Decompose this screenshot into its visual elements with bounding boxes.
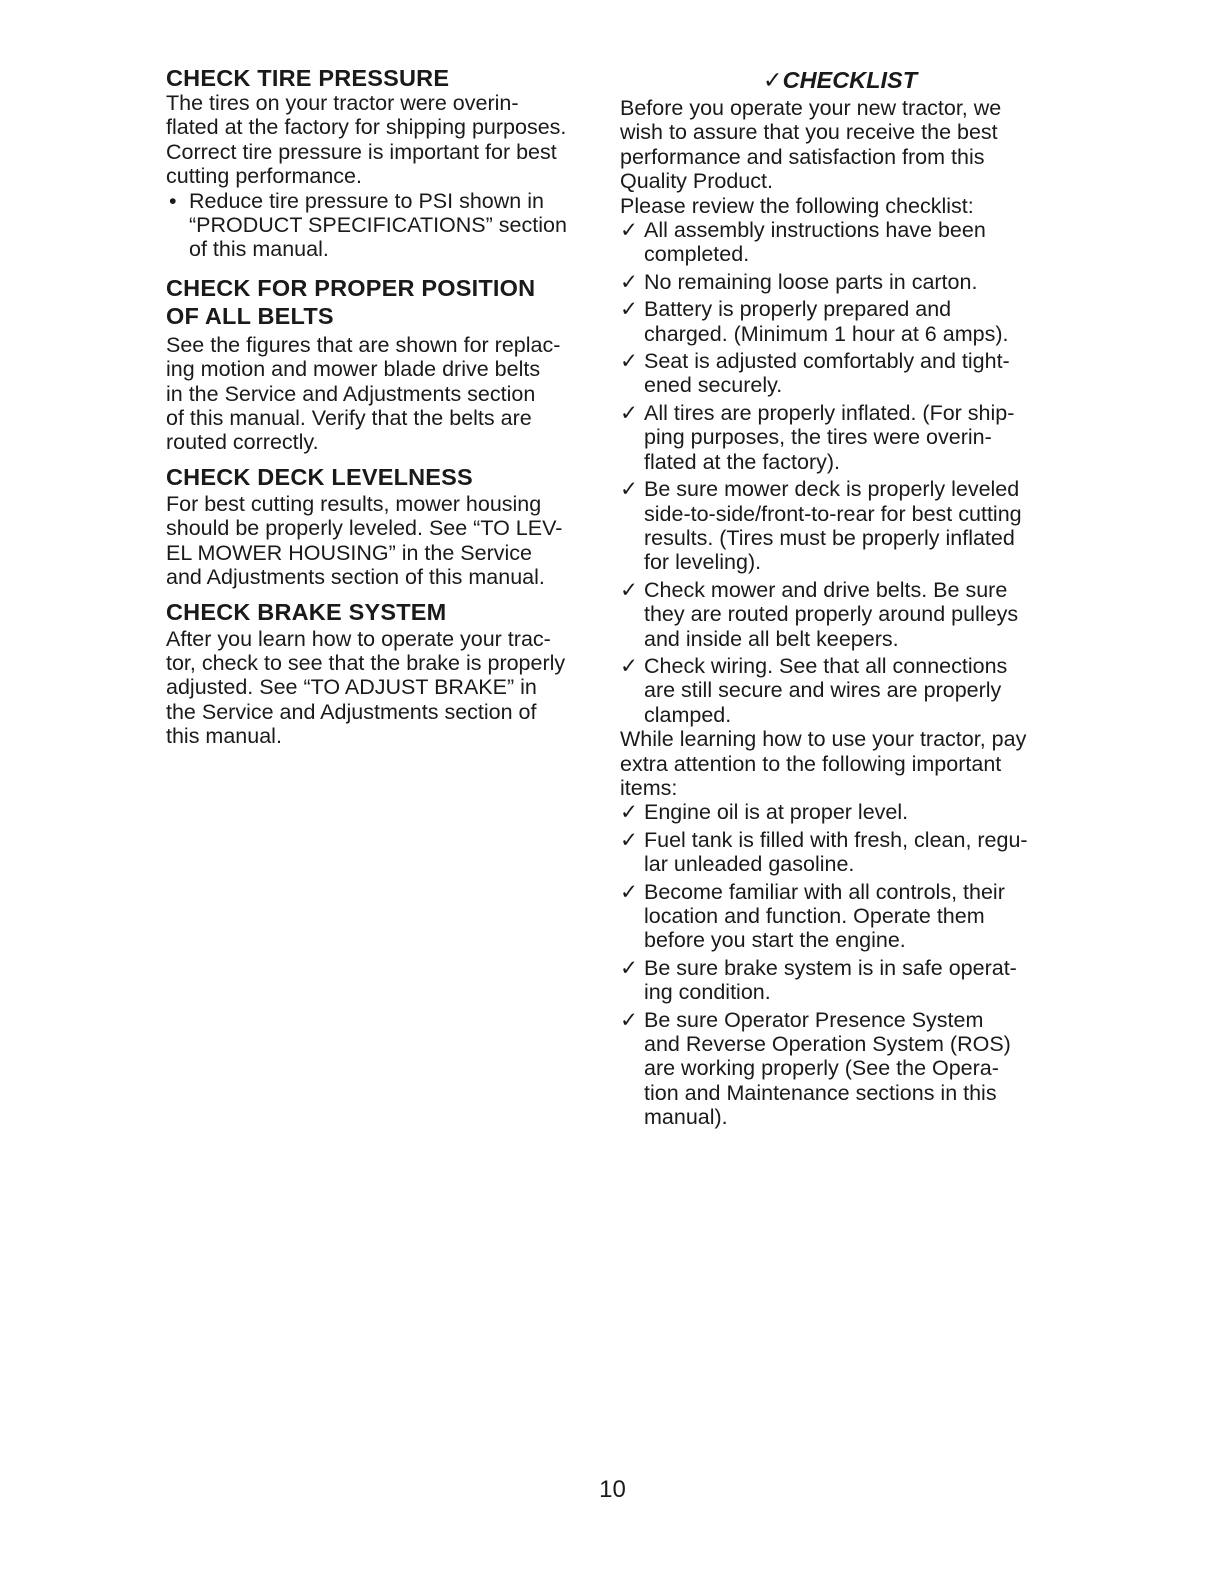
checklist-group-1 bbox=[620, 218, 1060, 727]
checklist-item bbox=[620, 956, 1060, 1005]
check-mark-icon: ✓ bbox=[620, 297, 639, 322]
check-mark-icon: ✓ bbox=[620, 827, 639, 852]
heading-line: OF ALL BELTS bbox=[166, 302, 334, 329]
text-line: clamped. bbox=[644, 702, 732, 727]
deck-paragraph bbox=[166, 492, 596, 590]
text-line: ened securely. bbox=[644, 373, 783, 398]
right-column bbox=[620, 64, 1060, 1130]
text-line: Quality Product. bbox=[620, 169, 773, 194]
text-line: this manual. bbox=[166, 724, 282, 749]
text-line: Seat is adjusted comfortably and tight- bbox=[644, 349, 1010, 374]
checklist-item bbox=[620, 477, 1060, 575]
text-line: Before you operate your new tractor, we bbox=[620, 96, 1002, 120]
check-mark-icon: ✓ bbox=[620, 400, 639, 425]
heading-line: CHECK FOR PROPER POSITION bbox=[166, 274, 536, 301]
text-line: extra attention to the following important bbox=[620, 751, 1002, 776]
text-line: For best cutting results, mower housing bbox=[166, 491, 542, 516]
text-line: flated at the factory). bbox=[644, 449, 840, 474]
page-number: 10 bbox=[599, 1476, 626, 1503]
section-heading-brake-system: CHECK BRAKE SYSTEM bbox=[166, 598, 447, 625]
text-line: Check wiring. See that all connections bbox=[644, 653, 1008, 678]
checklist-item bbox=[620, 270, 1060, 294]
text-line: flated at the factory for shipping purposes. bbox=[166, 115, 567, 140]
section-heading-tire-pressure: CHECK TIRE PRESSURE bbox=[166, 65, 450, 91]
text-line: Be sure mower deck is properly leveled bbox=[644, 477, 1020, 502]
text-line: before you start the engine. bbox=[644, 928, 906, 953]
text-line: Battery is properly prepared and bbox=[644, 297, 952, 322]
text-line: adjusted. See “TO ADJUST BRAKE” in bbox=[166, 675, 537, 700]
text-line: The tires on your tractor were overin- bbox=[166, 91, 519, 115]
text-line: location and function. Operate them bbox=[644, 904, 985, 928]
text-line: the Service and Adjustments section of bbox=[166, 699, 537, 724]
check-mark-icon: ✓ bbox=[620, 477, 639, 502]
text-line: of this manual. bbox=[189, 237, 329, 262]
text-line: “PRODUCT SPECIFICATIONS” section bbox=[189, 213, 567, 238]
check-mark-icon: ✓ bbox=[620, 218, 639, 243]
text-line: routed correctly. bbox=[166, 430, 319, 455]
checklist-item bbox=[620, 654, 1060, 727]
text-line: results. (Tires must be properly inflated bbox=[644, 525, 1015, 550]
text-line: and Reverse Operation System (ROS) bbox=[644, 1032, 1011, 1057]
text-line: After you learn how to operate your trac- bbox=[166, 626, 551, 651]
checklist-intro bbox=[620, 96, 1060, 218]
checklist-item bbox=[620, 800, 1060, 824]
text-line: they are routed properly around pulleys bbox=[644, 602, 1019, 627]
text-line: of this manual. Verify that the belts are bbox=[166, 406, 532, 431]
text-line: Correct tire pressure is important for best bbox=[166, 139, 557, 164]
check-mark-icon: ✓ bbox=[620, 879, 639, 904]
text-line: items: bbox=[620, 775, 678, 800]
text-line: and Adjustments section of this manual. bbox=[166, 565, 545, 590]
text-line: ing condition. bbox=[644, 980, 771, 1005]
checklist-item bbox=[620, 828, 1060, 877]
bullet-dot: • bbox=[169, 188, 177, 213]
text-line: tion and Maintenance sections in this bbox=[644, 1080, 997, 1105]
text-line: All assembly instructions have been bbox=[644, 218, 986, 243]
checklist-group-2 bbox=[620, 800, 1060, 1129]
checklist-item bbox=[620, 880, 1060, 953]
text-line: tor, check to see that the brake is properly bbox=[166, 650, 566, 675]
check-mark-icon: ✓ bbox=[620, 800, 639, 825]
text-line: Fuel tank is filled with fresh, clean, regu- bbox=[644, 827, 1028, 852]
text-line: cutting performance. bbox=[166, 164, 362, 189]
text-line: EL MOWER HOUSING” in the Service bbox=[166, 540, 532, 565]
text-line: ping purposes, the tires were overin- bbox=[644, 425, 992, 450]
text-line: should be properly leveled. See “TO LEV- bbox=[166, 516, 563, 541]
text-line: Please review the following checklist: bbox=[620, 193, 974, 218]
left-column bbox=[166, 64, 596, 749]
text-line: No remaining loose parts in carton. bbox=[644, 269, 978, 294]
checklist-item bbox=[620, 578, 1060, 651]
text-line: for leveling). bbox=[644, 550, 762, 575]
checklist-middle-paragraph bbox=[620, 727, 1060, 800]
text-line: Check mower and drive belts. Be sure bbox=[644, 577, 1008, 602]
text-line: Be sure Operator Presence System bbox=[644, 1007, 984, 1032]
text-line: and inside all belt keepers. bbox=[644, 626, 899, 651]
text-line: While learning how to use your tractor, pay bbox=[620, 727, 1027, 752]
check-mark-icon: ✓ bbox=[620, 653, 639, 678]
text-line: are still secure and wires are properly bbox=[644, 678, 1002, 703]
text-line: Be sure brake system is in safe operat- bbox=[644, 955, 1017, 980]
checklist-item bbox=[620, 401, 1060, 474]
text-line: completed. bbox=[644, 242, 750, 267]
text-line: All tires are properly inflated. (For ship- bbox=[644, 400, 1015, 425]
text-line: side-to-side/front-to-rear for best cutting bbox=[644, 501, 1022, 526]
checklist-item bbox=[620, 349, 1060, 398]
text-line: charged. (Minimum 1 hour at 6 amps). bbox=[644, 321, 1009, 346]
check-mark-icon: ✓ bbox=[620, 1007, 639, 1032]
text-line: Engine oil is at proper level. bbox=[644, 800, 909, 825]
tire-paragraph bbox=[166, 91, 596, 189]
check-mark-icon: ✓ bbox=[620, 955, 639, 980]
brake-paragraph bbox=[166, 627, 596, 749]
text-line: Become familiar with all controls, their bbox=[644, 879, 1005, 904]
text-line: Reduce tire pressure to PSI shown in bbox=[189, 188, 544, 213]
checklist-item bbox=[620, 218, 1060, 267]
text-line: See the figures that are shown for replac- bbox=[166, 332, 561, 357]
belts-paragraph bbox=[166, 333, 596, 455]
text-line: lar unleaded gasoline. bbox=[644, 852, 855, 877]
text-line: wish to assure that you receive the best bbox=[620, 120, 998, 145]
check-mark-icon: ✓ bbox=[620, 349, 639, 374]
text-line: manual). bbox=[644, 1105, 728, 1130]
text-line: ing motion and mower blade drive belts bbox=[166, 357, 541, 382]
checklist-item bbox=[620, 297, 1060, 346]
checklist-item bbox=[620, 1008, 1060, 1130]
text-line: in the Service and Adjustments section bbox=[166, 381, 536, 406]
text-line: are working properly (See the Opera- bbox=[644, 1056, 999, 1081]
check-mark-icon: ✓ bbox=[620, 577, 639, 602]
section-heading-belts bbox=[166, 274, 596, 330]
checklist-title: ✓CHECKLIST bbox=[762, 67, 918, 93]
tire-bullet-item bbox=[166, 189, 596, 262]
check-mark-icon: ✓ bbox=[620, 269, 639, 294]
text-line: performance and satisfaction from this bbox=[620, 144, 985, 169]
section-heading-deck-levelness: CHECK DECK LEVELNESS bbox=[166, 463, 473, 490]
